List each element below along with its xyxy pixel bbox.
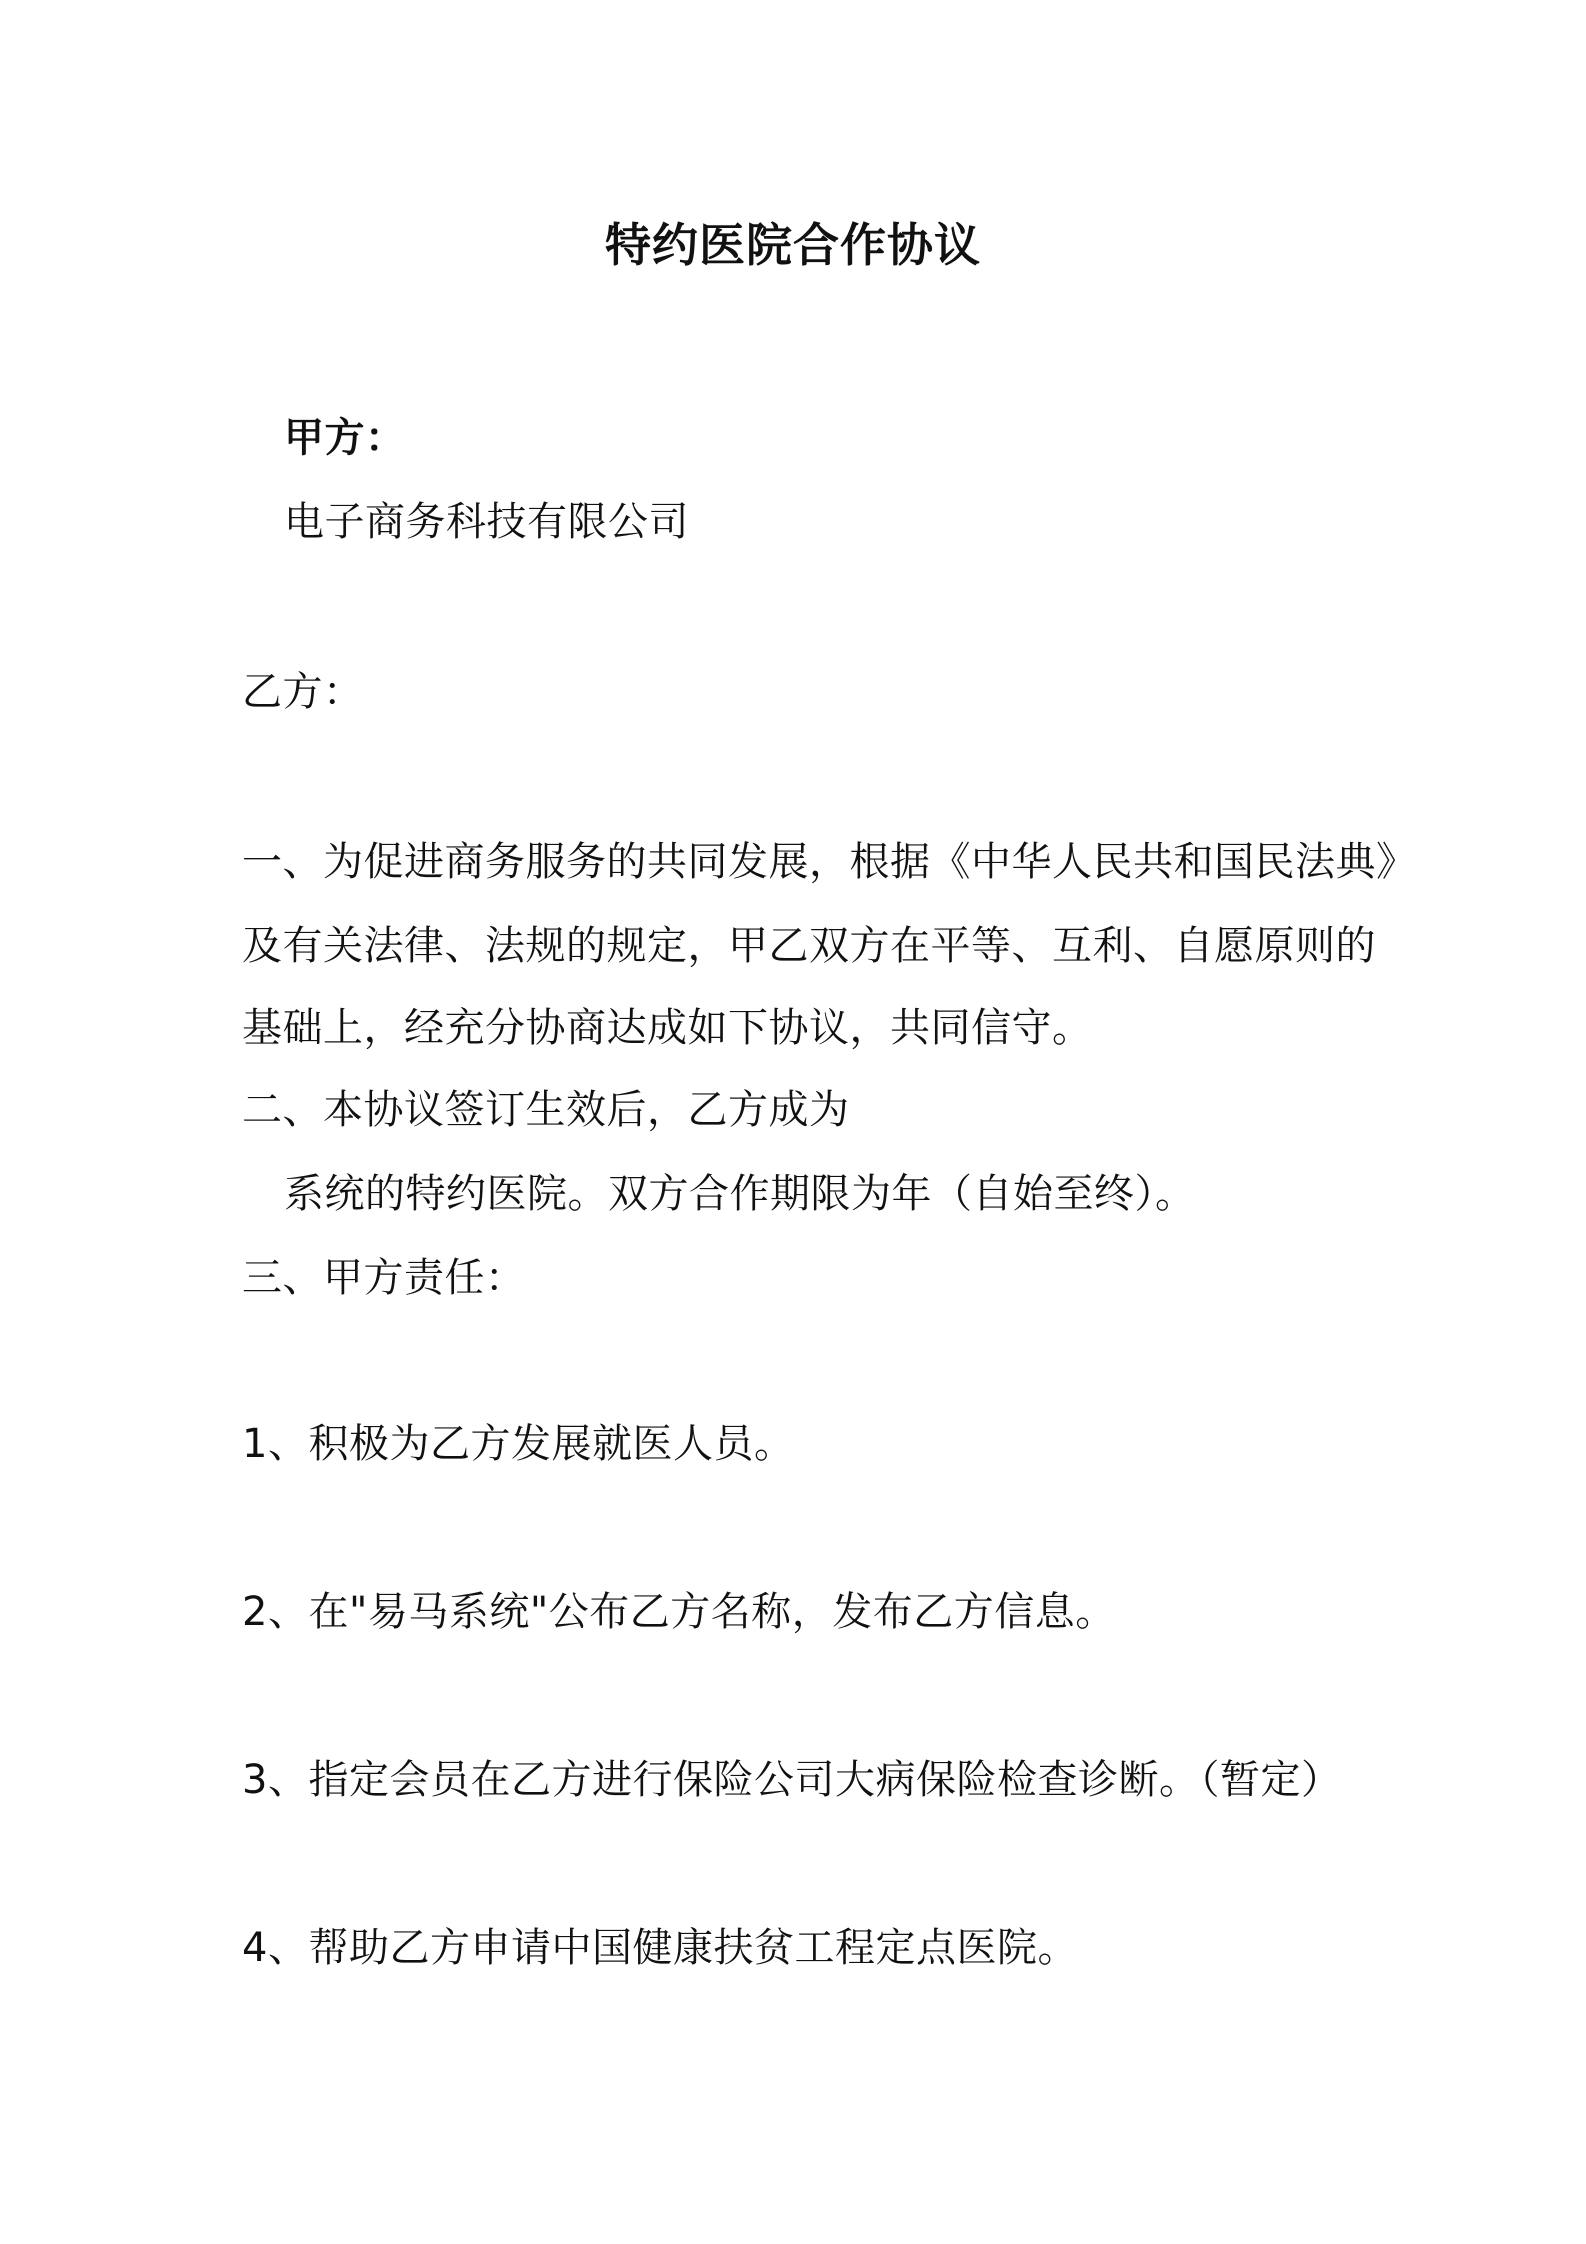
clause-3-item-4: 4、帮助乙方申请中国健康扶贫工程定点医院。 [242, 1925, 1078, 1971]
clause-1-line-1: 一、为促进商务服务的共同发展，根据《中华人民共和国民法典》 [242, 839, 1417, 885]
clause-2-line-2: 系统的特约医院。双方合作期限为年（自始至终）。 [284, 1171, 1196, 1217]
clause-3-item-3: 3、指定会员在乙方进行保险公司大病保险检查诊断。（暂定） [242, 1757, 1342, 1803]
party-a-name: 电子商务科技有限公司 [284, 499, 689, 545]
clause-3-item-2: 2、在"易马系统"公布乙方名称，发布乙方信息。 [242, 1589, 1116, 1635]
clause-1-line-2: 及有关法律、法规的规定，甲乙双方在平等、互利、自愿原则的 [242, 923, 1376, 969]
clause-3-item-1: 1、积极为乙方发展就医人员。 [242, 1421, 795, 1467]
clause-1-line-3: 基础上，经充分协商达成如下协议，共同信守。 [242, 1005, 1093, 1051]
clause-3-heading: 三、甲方责任： [242, 1255, 526, 1301]
party-b-label: 乙方： [242, 669, 364, 715]
party-a-label: 甲方： [284, 415, 406, 461]
document-title: 特约医院合作协议 [605, 218, 981, 272]
clause-2-line-1: 二、本协议签订生效后，乙方成为 [242, 1087, 850, 1133]
